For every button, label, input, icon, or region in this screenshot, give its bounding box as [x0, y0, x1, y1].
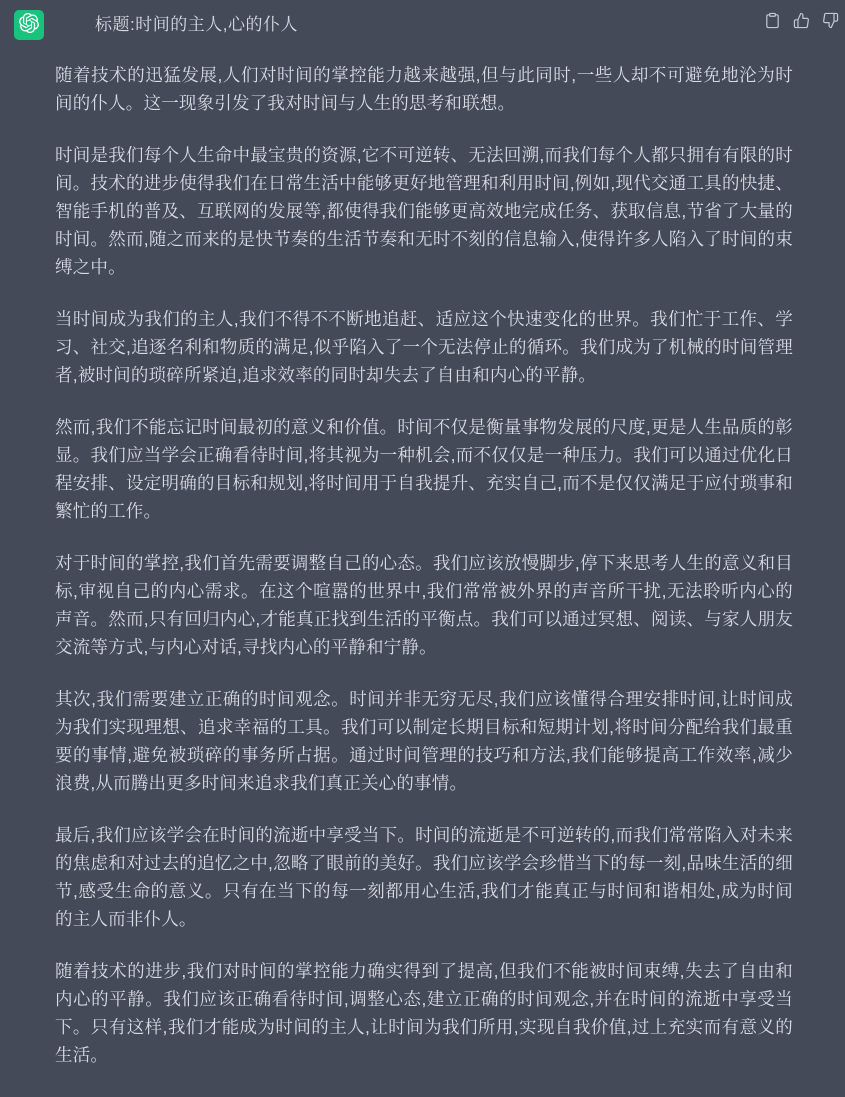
thumbs-up-icon — [793, 12, 810, 32]
paragraph: 随着技术的迅猛发展,人们对时间的掌控能力越来越强,但与此同时,一些人却不可避免地沦为时间的仆人。这一现象引发了我对时间与人生的思考和联想。 — [55, 65, 793, 113]
message-body — [55, 61, 793, 1069]
thumbs-down-icon — [822, 12, 839, 32]
thumbs-down-button[interactable] — [821, 13, 839, 31]
openai-logo-icon — [19, 13, 39, 38]
paragraph: 随着技术的进步,我们对时间的掌控能力确实得到了提高,但我们不能被时间束缚,失去了自由和内心的平静。我们应该正确看待时间,调整心态,建立正确的时间观念,并在时间的流逝中享受当下。只有这样,我们才能成为时间的主人,让时间为我们所用,实现自我价值,过上充实而有意义的生活。 — [55, 961, 793, 1065]
message-actions — [763, 13, 839, 31]
copy-button[interactable] — [763, 13, 781, 31]
paragraph: 然而,我们不能忘记时间最初的意义和价值。时间不仅是衡量事物发展的尺度,更是人生品质的彰显。我们应当学会正确看待时间,将其视为一种机会,而不仅仅是一种压力。我们可以通过优化日程安排、设定明确的目标和规划,将时间用于自我提升、充实自己,而不是仅仅满足于应付琐事和繁忙的工作。 — [55, 417, 793, 521]
paragraph: 最后,我们应该学会在时间的流逝中享受当下。时间的流逝是不可逆转的,而我们常常陷入对未来的焦虑和对过去的追忆之中,忽略了眼前的美好。我们应该学会珍惜当下的每一刻,品味生活的细节,感受生命的意义。只有在当下的每一刻都用心生活,我们才能真正与时间和谐相处,成为时间的主人而非仆人。 — [55, 825, 793, 929]
paragraph: 时间是我们每个人生命中最宝贵的资源,它不可逆转、无法回溯,而我们每个人都只拥有有限的时间。技术的进步使得我们在日常生活中能够更好地管理和利用时间,例如,现代交通工具的快捷、智能手机的普及、互联网的发展等,都使得我们能够更高效地完成任务、获取信息,节省了大量的时间。然而,随之而来的是快节奏的生活节奏和无时不刻的信息输入,使得许多人陷入了时间的束缚之中。 — [55, 145, 793, 277]
paragraph: 其次,我们需要建立正确的时间观念。时间并非无穷无尽,我们应该懂得合理安排时间,让时间成为我们实现理想、追求幸福的工具。我们可以制定长期目标和短期计划,将时间分配给我们最重要的事情,避免被琐碎的事务所占据。通过时间管理的技巧和方法,我们能够提高工作效率,减少浪费,从而腾出更多时间来追求我们真正关心的事情。 — [55, 689, 793, 793]
message-title: 标题:时间的主人,心的仆人 — [95, 15, 298, 34]
thumbs-up-button[interactable] — [792, 13, 810, 31]
copy-icon — [764, 12, 781, 32]
paragraph: 对于时间的掌控,我们首先需要调整自己的心态。我们应该放慢脚步,停下来思考人生的意义和目标,审视自己的内心需求。在这个喧嚣的世界中,我们常常被外界的声音所干扰,无法聆听内心的声音。然而,只有回归内心,才能真正找到生活的平衡点。我们可以通过冥想、阅读、与家人朋友交流等方式,与内心对话,寻找内心的平静和宁静。 — [55, 553, 793, 657]
chatgpt-avatar — [14, 10, 44, 40]
paragraph: 当时间成为我们的主人,我们不得不不断地追赶、适应这个快速变化的世界。我们忙于工作、学习、社交,追逐名利和物质的满足,似乎陷入了一个无法停止的循环。我们成为了机械的时间管理者,被时间的琐碎所紧迫,追求效率的同时却失去了自由和内心的平静。 — [55, 309, 793, 385]
